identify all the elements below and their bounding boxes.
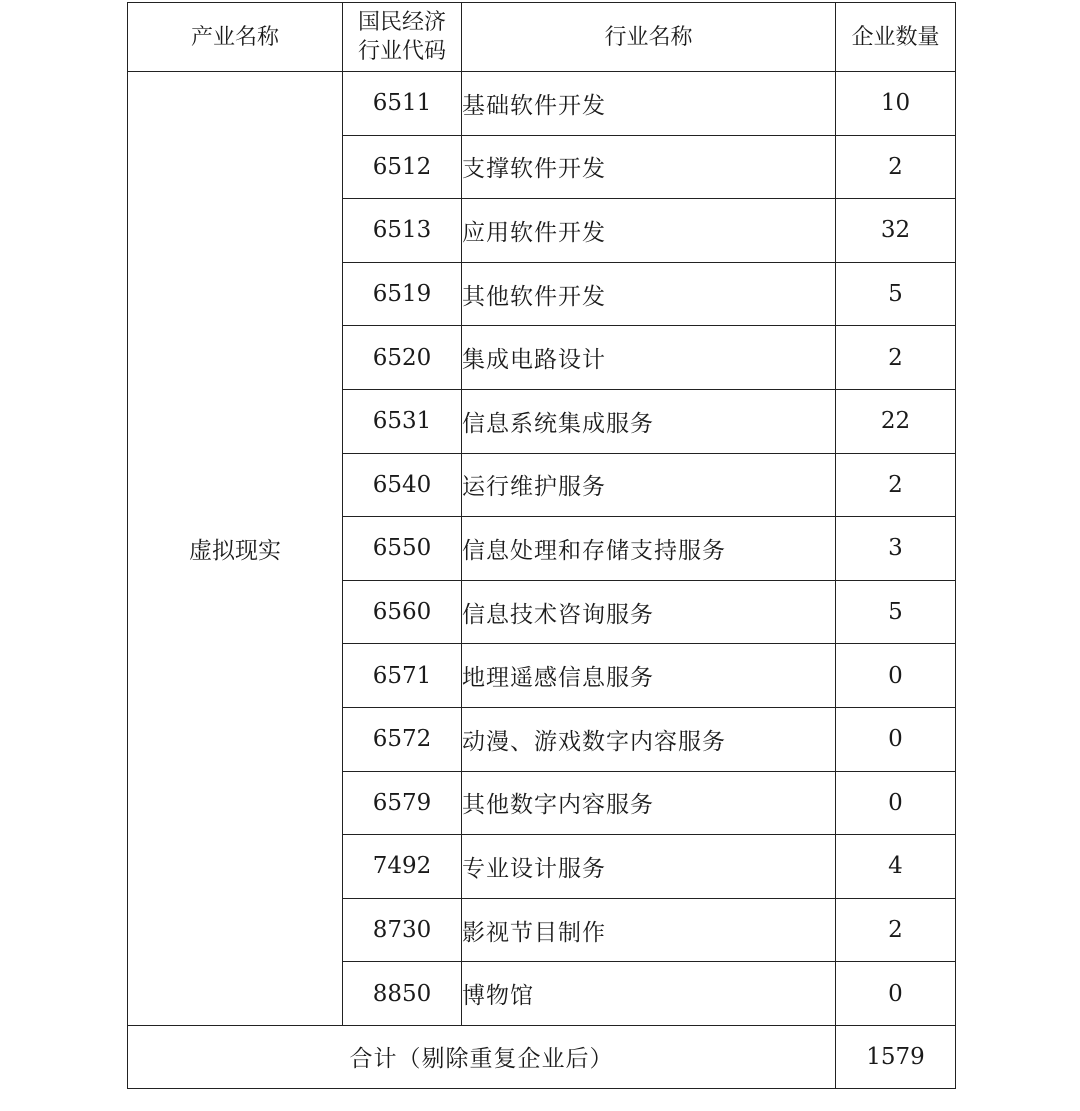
header-code-line2: 行业代码 <box>357 39 446 64</box>
count-cell: 0 <box>836 771 956 835</box>
count-cell: 4 <box>836 835 956 899</box>
count-cell: 0 <box>836 962 956 1026</box>
code-cell: 6511 <box>343 72 462 136</box>
sector-cell: 其他数字内容服务 <box>462 771 836 835</box>
code-cell: 6540 <box>343 453 462 517</box>
count-cell: 22 <box>836 389 956 453</box>
code-cell: 8850 <box>343 962 462 1026</box>
sector-cell: 专业设计服务 <box>462 835 836 899</box>
sector-cell: 运行维护服务 <box>462 453 836 517</box>
industry-table <box>127 2 956 1089</box>
code-cell: 6579 <box>343 771 462 835</box>
count-cell: 2 <box>836 326 956 390</box>
code-cell: 6571 <box>343 644 462 708</box>
sector-cell: 影视节目制作 <box>462 898 836 962</box>
header-sector-name: 行业名称 <box>462 3 836 72</box>
count-cell: 5 <box>836 262 956 326</box>
sector-cell: 支撑软件开发 <box>462 135 836 199</box>
sector-cell: 集成电路设计 <box>462 326 836 390</box>
code-cell: 6513 <box>343 199 462 263</box>
code-cell: 7492 <box>343 835 462 899</box>
code-cell: 6560 <box>343 580 462 644</box>
header-company-count: 企业数量 <box>836 3 956 72</box>
count-cell: 0 <box>836 707 956 771</box>
sector-cell: 信息处理和存储支持服务 <box>462 517 836 581</box>
sector-cell: 地理遥感信息服务 <box>462 644 836 708</box>
sector-cell: 信息系统集成服务 <box>462 389 836 453</box>
industry-name-cell: 虚拟现实 <box>128 72 343 1026</box>
sector-cell: 博物馆 <box>462 962 836 1026</box>
code-cell: 6520 <box>343 326 462 390</box>
code-cell: 6531 <box>343 389 462 453</box>
total-label: 合计（剔除重复企业后） <box>128 1025 836 1088</box>
header-code-line1: 国民经济 <box>357 10 446 35</box>
sector-cell: 基础软件开发 <box>462 72 836 136</box>
count-cell: 0 <box>836 644 956 708</box>
code-cell: 6572 <box>343 707 462 771</box>
count-cell: 5 <box>836 580 956 644</box>
sector-cell: 应用软件开发 <box>462 199 836 263</box>
code-cell: 8730 <box>343 898 462 962</box>
count-cell: 2 <box>836 135 956 199</box>
header-row <box>128 3 956 72</box>
code-cell: 6512 <box>343 135 462 199</box>
sector-cell: 动漫、游戏数字内容服务 <box>462 707 836 771</box>
sector-cell: 其他软件开发 <box>462 262 836 326</box>
count-cell: 3 <box>836 517 956 581</box>
header-industry-name: 产业名称 <box>128 3 343 72</box>
total-value: 1579 <box>836 1025 956 1088</box>
count-cell: 10 <box>836 72 956 136</box>
code-cell: 6550 <box>343 517 462 581</box>
count-cell: 2 <box>836 453 956 517</box>
sector-cell: 信息技术咨询服务 <box>462 580 836 644</box>
code-cell: 6519 <box>343 262 462 326</box>
table-row <box>128 72 956 136</box>
total-row <box>128 1025 956 1088</box>
count-cell: 32 <box>836 199 956 263</box>
count-cell: 2 <box>836 898 956 962</box>
header-industry-code <box>343 3 462 72</box>
